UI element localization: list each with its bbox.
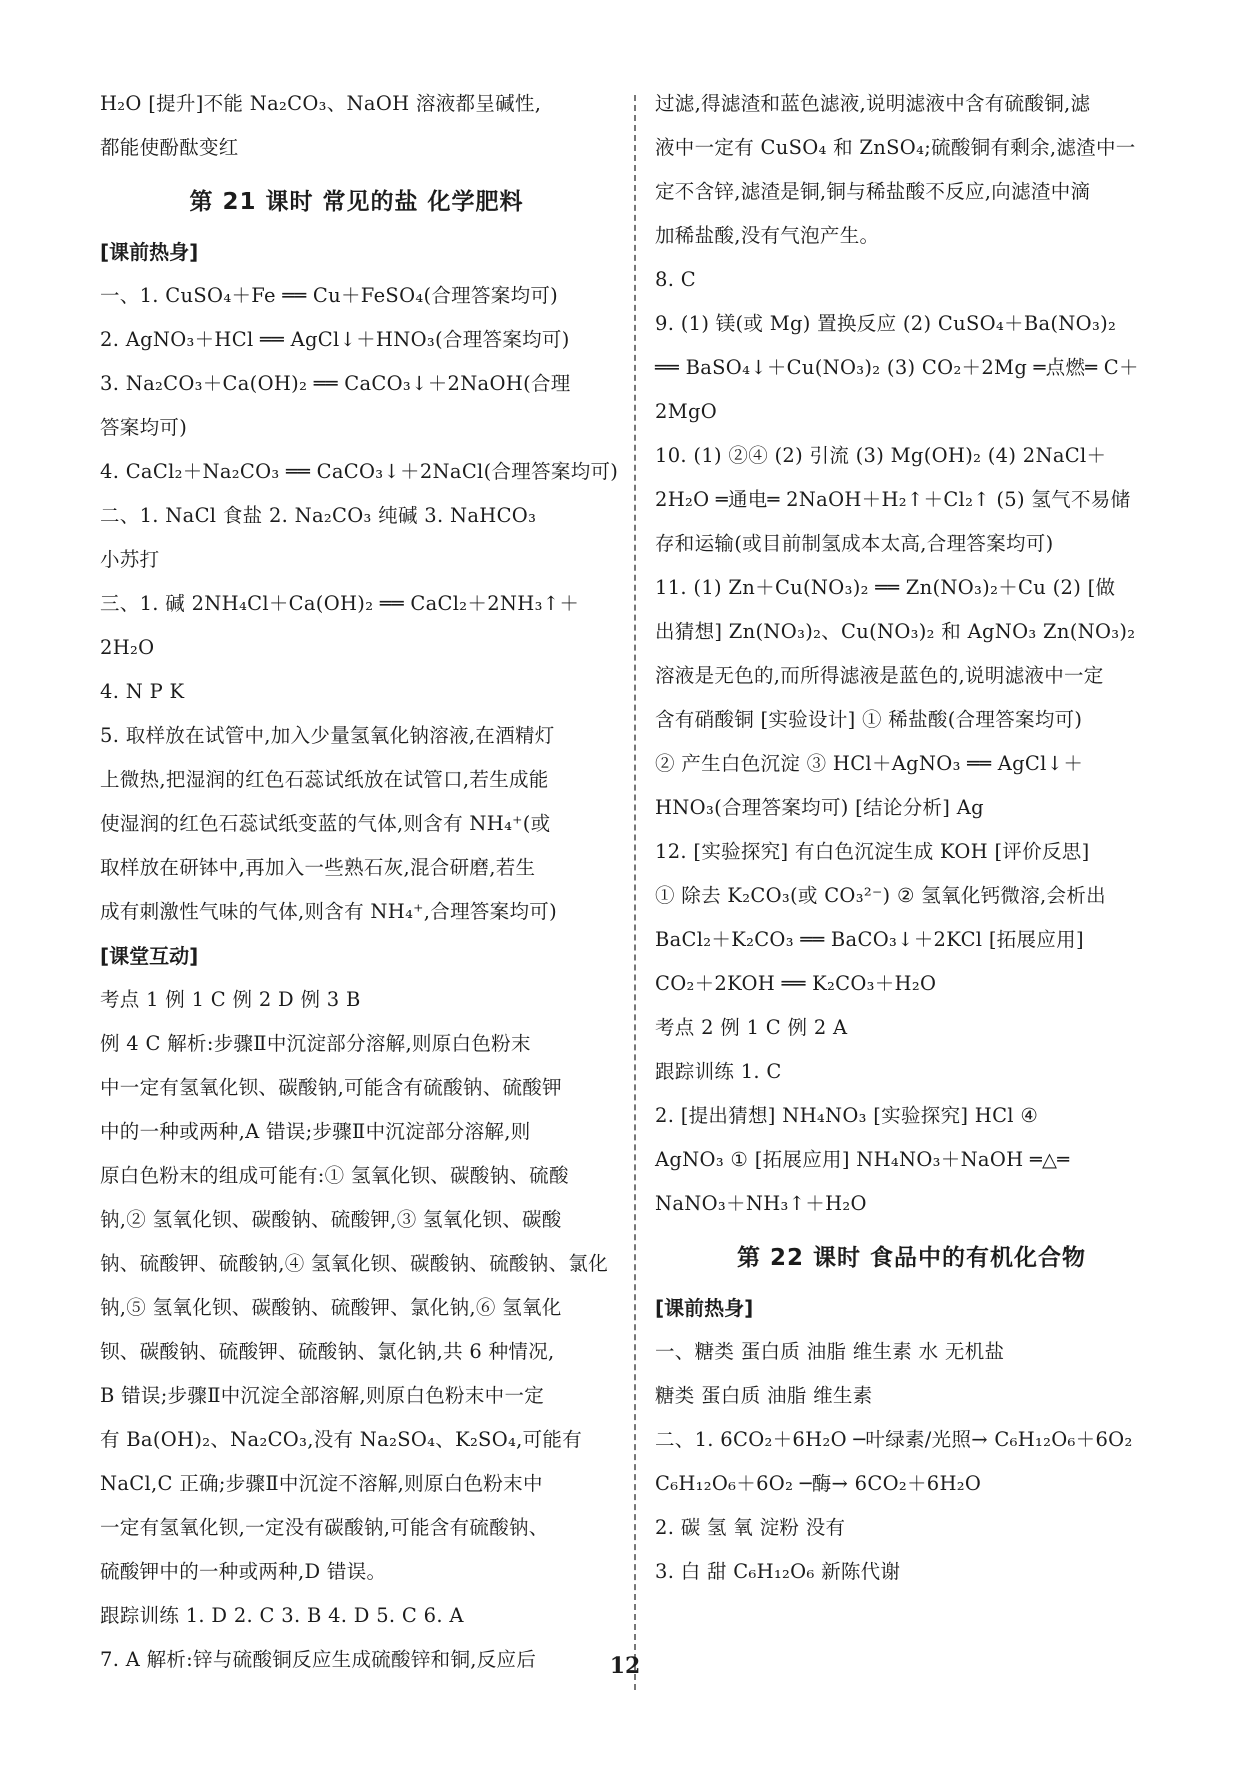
answer-line: ① 除去 K₂CO₃(或 CO₃²⁻) ② 氢氧化钙微溶,会析出	[655, 884, 1106, 907]
answer-line: 定不含锌,滤渣是铜,铜与稀盐酸不反应,向滤渣中滴	[655, 180, 1091, 203]
page-number: 12	[609, 1653, 641, 1679]
answer-line: HNO₃(合理答案均可) [结论分析] Ag	[655, 796, 984, 819]
answer-line: 2H₂O ═通电═ 2NaOH＋H₂↑＋Cl₂↑ (5) 氢气不易储	[655, 488, 1131, 511]
answer-line: 5. 取样放在试管中,加入少量氢氧化钠溶液,在酒精灯	[100, 724, 555, 747]
left-column	[100, 82, 619, 1682]
answer-line: 10. (1) ②④ (2) 引流 (3) Mg(OH)₂ (4) 2NaCl＋	[655, 444, 1107, 467]
answer-line: 4. CaCl₂＋Na₂CO₃ ══ CaCO₃↓＋2NaCl(合理答案均可)	[100, 460, 619, 483]
answer-line: 11. (1) Zn＋Cu(NO₃)₂ ══ Zn(NO₃)₂＋Cu (2) [做	[655, 576, 1116, 599]
section-heading: [课前热身]	[655, 1296, 754, 1320]
answer-line: 3. 白 甜 C₆H₁₂O₆ 新陈代谢	[655, 1560, 901, 1583]
answer-line: B 错误;步骤Ⅱ中沉淀全部溶解,则原白色粉末中一定	[100, 1384, 545, 1407]
answer-line: ══ BaSO₄↓＋Cu(NO₃)₂ (3) CO₂＋2Mg ═点燃═ C＋	[655, 356, 1139, 379]
answer-line: BaCl₂＋K₂CO₃ ══ BaCO₃↓＋2KCl [拓展应用]	[655, 928, 1084, 951]
answer-line: 钡、碳酸钠、硫酸钾、硫酸钠、氯化钠,共 6 种情况,	[100, 1340, 555, 1363]
answer-line: 2. AgNO₃＋HCl ══ AgCl↓＋HNO₃(合理答案均可)	[100, 328, 570, 351]
answer-line: 加稀盐酸,没有气泡产生。	[655, 224, 880, 247]
answer-line: 使湿润的红色石蕊试纸变蓝的气体,则含有 NH₄⁺(或	[100, 812, 551, 835]
answer-line: 2. [提出猜想] NH₄NO₃ [实验探究] HCl ④	[655, 1104, 1039, 1127]
answer-line: ② 产生白色沉淀 ③ HCl＋AgNO₃ ══ AgCl↓＋	[655, 752, 1084, 775]
answer-line: 含有硝酸铜 [实验设计] ① 稀盐酸(合理答案均可)	[655, 708, 1083, 731]
answer-line: 成有刺激性气味的气体,则含有 NH₄⁺,合理答案均可)	[100, 900, 557, 923]
answer-line: 考点 2 例 1 C 例 2 A	[655, 1016, 848, 1039]
answer-line: 都能使酚酞变红	[100, 136, 239, 159]
section-heading: [课前热身]	[100, 240, 199, 264]
answer-line: 一、糖类 蛋白质 油脂 维生素 水 无机盐	[655, 1340, 1005, 1363]
answer-line: AgNO₃ ① [拓展应用] NH₄NO₃＋NaOH ═△═	[655, 1148, 1070, 1171]
answer-line: 取样放在研钵中,再加入一些熟石灰,混合研磨,若生	[100, 856, 536, 879]
answer-line: C₆H₁₂O₆＋6O₂ ─酶→ 6CO₂＋6H₂O	[655, 1472, 982, 1495]
answer-line: 二、1. NaCl 食盐 2. Na₂CO₃ 纯碱 3. NaHCO₃	[100, 504, 537, 527]
answer-line: 存和运输(或目前制氢成本太高,合理答案均可)	[655, 532, 1054, 555]
lesson-title: 第 22 课时 食品中的有机化合物	[736, 1245, 1087, 1271]
answer-line: H₂O [提升]不能 Na₂CO₃、NaOH 溶液都呈碱性,	[100, 92, 542, 115]
answer-line: 2MgO	[655, 400, 718, 423]
answer-line: 8. C	[655, 268, 696, 291]
answer-line: NaNO₃＋NH₃↑＋H₂O	[655, 1192, 867, 1215]
answer-line: 二、1. 6CO₂＋6H₂O ─叶绿素/光照→ C₆H₁₂O₆＋6O₂	[655, 1428, 1133, 1451]
answer-line: CO₂＋2KOH ══ K₂CO₃＋H₂O	[655, 972, 937, 995]
answer-line: 跟踪训练 1. C	[655, 1060, 782, 1083]
answer-line: 7. A 解析:锌与硫酸铜反应生成硫酸锌和铜,反应后	[100, 1648, 537, 1671]
answer-line: 小苏打	[100, 548, 160, 571]
answer-line: 上微热,把湿润的红色石蕊试纸放在试管口,若生成能	[100, 768, 549, 791]
answer-line: 三、1. 碱 2NH₄Cl＋Ca(OH)₂ ══ CaCl₂＋2NH₃↑＋	[100, 592, 580, 615]
answer-line: 中的一种或两种,A 错误;步骤Ⅱ中沉淀部分溶解,则	[100, 1120, 531, 1143]
answer-line: 例 4 C 解析:步骤Ⅱ中沉淀部分溶解,则原白色粉末	[100, 1032, 531, 1055]
answer-line: 有 Ba(OH)₂、Na₂CO₃,没有 Na₂SO₄、K₂SO₄,可能有	[100, 1428, 583, 1451]
answer-line: 硫酸钾中的一种或两种,D 错误。	[100, 1560, 387, 1583]
answer-line: 钠,⑤ 氢氧化钡、碳酸钠、硫酸钾、氯化钠,⑥ 氢氧化	[100, 1296, 562, 1319]
answer-line: 钠、硫酸钾、硫酸钠,④ 氢氧化钡、碳酸钠、硫酸钠、氯化	[100, 1252, 608, 1275]
right-column	[655, 82, 1168, 1594]
answer-line: 钠,② 氢氧化钡、碳酸钠、硫酸钾,③ 氢氧化钡、碳酸	[100, 1208, 562, 1231]
answer-line: 液中一定有 CuSO₄ 和 ZnSO₄;硫酸铜有剩余,滤渣中一	[655, 136, 1136, 159]
answer-line: 溶液是无色的,而所得滤液是蓝色的,说明滤液中一定	[655, 664, 1104, 687]
answer-line: 4. N P K	[100, 680, 185, 703]
answer-line: 9. (1) 镁(或 Mg) 置换反应 (2) CuSO₄＋Ba(NO₃)₂	[655, 312, 1117, 335]
answer-line: 过滤,得滤渣和蓝色滤液,说明滤液中含有硫酸铜,滤	[655, 92, 1091, 115]
answer-line: 一定有氢氧化钡,一定没有碳酸钠,可能含有硫酸钠、	[100, 1516, 549, 1539]
answer-line: 中一定有氢氧化钡、碳酸钠,可能含有硫酸钠、硫酸钾	[100, 1076, 562, 1099]
lesson-title: 第 21 课时 常见的盐 化学肥料	[189, 189, 524, 215]
answer-line: 糖类 蛋白质 油脂 维生素	[655, 1384, 873, 1407]
section-heading: [课堂互动]	[100, 944, 199, 968]
answer-line: 考点 1 例 1 C 例 2 D 例 3 B	[100, 988, 361, 1011]
column-divider	[634, 95, 636, 1690]
answer-line: 2H₂O	[100, 636, 155, 659]
answer-line: 一、1. CuSO₄＋Fe ══ Cu＋FeSO₄(合理答案均可)	[100, 284, 559, 307]
answer-line: 答案均可)	[100, 416, 188, 439]
answer-line: 3. Na₂CO₃＋Ca(OH)₂ ══ CaCO₃↓＋2NaOH(合理	[100, 372, 571, 395]
answer-line: 12. [实验探究] 有白色沉淀生成 KOH [评价反思]	[655, 840, 1090, 863]
answer-line: 2. 碳 氢 氧 淀粉 没有	[655, 1516, 846, 1539]
answer-line: NaCl,C 正确;步骤Ⅱ中沉淀不溶解,则原白色粉末中	[100, 1472, 543, 1495]
answer-line: 原白色粉末的组成可能有:① 氢氧化钡、碳酸钠、硫酸	[100, 1164, 569, 1187]
answer-line: 出猜想] Zn(NO₃)₂、Cu(NO₃)₂ 和 AgNO₃ Zn(NO₃)₂	[655, 620, 1136, 643]
answer-line: 跟踪训练 1. D 2. C 3. B 4. D 5. C 6. A	[100, 1604, 464, 1627]
